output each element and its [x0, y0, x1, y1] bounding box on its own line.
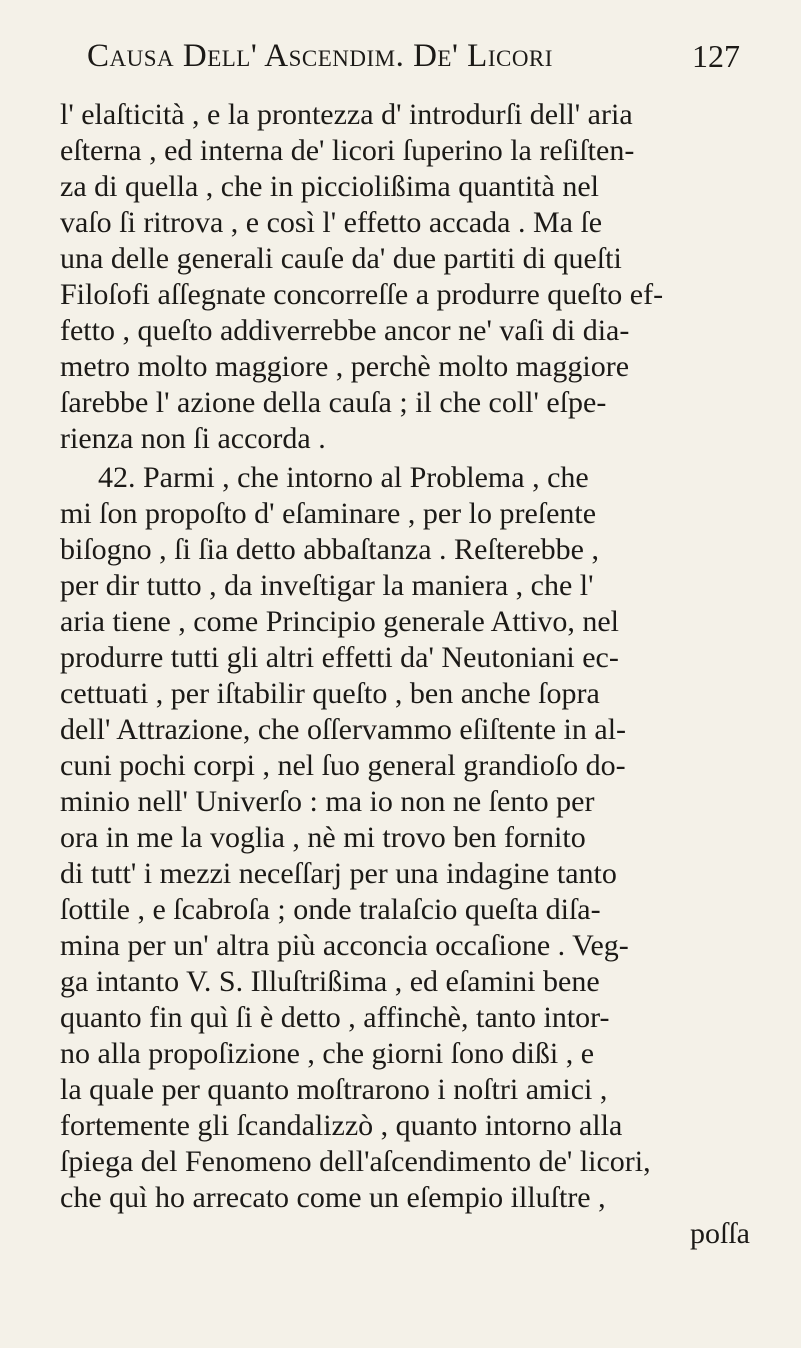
text-line: ora in me la voglia , nè mi trovo ben fornito — [60, 821, 586, 854]
text-line: fetto , queſto addiverrebbe ancor ne' vaſi di dia- — [60, 314, 630, 347]
text-line: quanto fin quì ſi è detto , affinchè, tanto intor- — [60, 1001, 610, 1034]
text-line: za di quella , che in picciolißima quantità nel — [60, 170, 599, 203]
text-line: cuni pochi corpi , nel ſuo general grandioſo do- — [60, 749, 626, 782]
text-line: fortemente gli ſcandalizzò , quanto intorno alla — [60, 1109, 623, 1142]
text-line: dell' Attrazione, che oſſervammo eſiſtente in al- — [60, 713, 627, 746]
text-line: che quì ho arrecato come un eſempio illuſtre , — [60, 1181, 606, 1214]
paragraph-start-line: 42. Parmi , che intorno al Problema , che — [98, 461, 589, 494]
text-line: l' elaſticità , e la prontezza d' introdurſi dell' aria — [60, 98, 633, 131]
text-line: minio nell' Univerſo : ma io non ne ſento per — [60, 785, 595, 818]
text-line: mi ſon propoſto d' eſaminare , per lo preſente — [60, 497, 597, 530]
text-line: cettuati , per iſtabilir queſto , ben anche ſopra — [60, 677, 600, 710]
text-line: la quale per quanto moſtrarono i noſtri amici , — [60, 1073, 608, 1106]
text-line: no alla propoſizione , che giorni ſono dißi , e — [60, 1037, 595, 1070]
page-number: 127 — [692, 38, 740, 74]
text-line: ſpiega del Fenomeno dell'aſcendimento de' licori, — [60, 1145, 651, 1178]
text-line: produrre tutti gli altri effetti da' Neutoniani ec- — [60, 641, 619, 674]
text-line: vaſo ſi ritrova , e così l' effetto accada . Ma ſe — [60, 206, 603, 239]
catchword: poſſa — [690, 1217, 750, 1250]
text-line: eſterna , ed interna de' licori ſuperino la reſiſten- — [60, 134, 635, 167]
text-line: rienza non ſi accorda . — [60, 422, 326, 455]
running-title: Causa Dell' Ascendim. De' Licori — [87, 38, 553, 74]
text-line: Filoſofi aſſegnate concorreſſe a produrre queſto ef- — [60, 278, 664, 311]
text-line: metro molto maggiore , perchè molto maggiore — [60, 350, 630, 383]
text-line: ſottile , e ſcabroſa ; onde tralaſcio queſta diſa- — [60, 893, 601, 926]
text-line: aria tiene , come Principio generale Attivo, nel — [60, 605, 619, 638]
text-line: mina per un' altra più acconcia occaſione . Veg- — [60, 929, 629, 962]
page-header — [75, 38, 740, 88]
text-line: per dir tutto , da inveſtigar la maniera , che l' — [60, 569, 594, 602]
text-line: di tutt' i mezzi neceſſarj per una indagine tanto — [60, 857, 617, 890]
text-line: biſogno , ſi ſia detto abbaſtanza . Reſterebbe , — [60, 533, 599, 566]
text-line: ſarebbe l' azione della cauſa ; il che coll' eſpe- — [60, 386, 607, 419]
text-line: ga intanto V. S. Illuſtrißima , ed eſamini bene — [60, 965, 600, 998]
text-line: una delle generali cauſe da' due partiti di queſti — [60, 242, 622, 275]
